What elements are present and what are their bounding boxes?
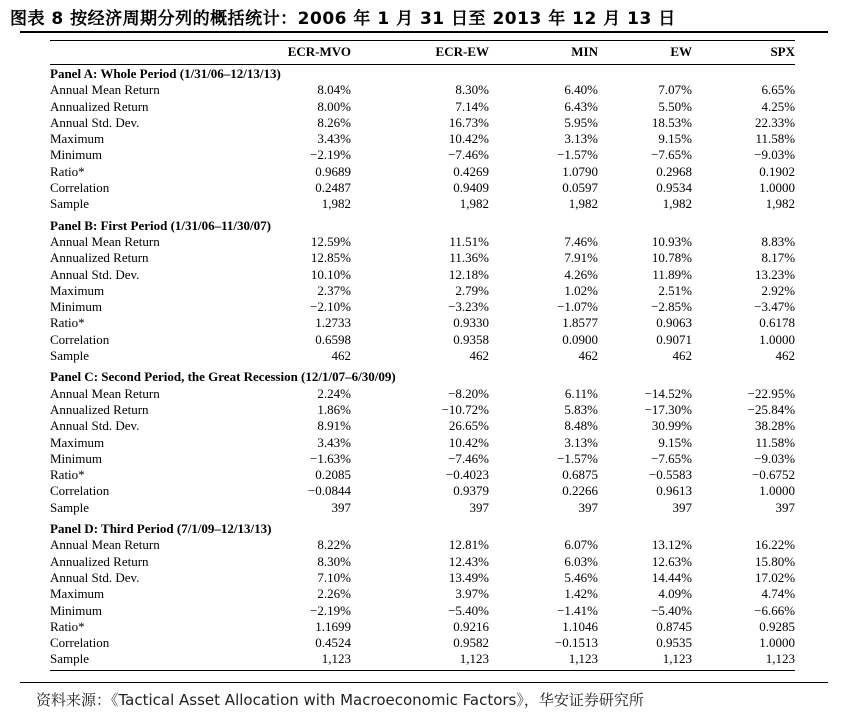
cell-min: −0.1513	[554, 635, 598, 651]
row-label: Annual Mean Return	[50, 233, 160, 249]
cell-ecr-mvo: 0.2085	[315, 467, 351, 483]
row-label: Sample	[50, 651, 89, 667]
row-label: Minimum	[50, 602, 103, 618]
cell-min: 5.46%	[564, 569, 598, 585]
cell-ecr-mvo: 12.85%	[310, 250, 351, 266]
table-row	[50, 348, 795, 364]
cell-spx: 4.74%	[761, 586, 796, 602]
table-body	[50, 65, 795, 668]
panel-title: Panel A: Whole Period (1/31/06–12/13/13)	[50, 66, 281, 81]
table-row	[50, 500, 795, 516]
table-row	[50, 315, 795, 331]
cell-ew: 10.93%	[651, 233, 692, 249]
cell-ew: 7.07%	[658, 82, 692, 98]
cell-ecr-ew: 12.18%	[448, 266, 489, 282]
cell-min: 7.46%	[564, 233, 598, 249]
cell-ew: 0.9534	[656, 180, 692, 196]
cell-min: 6.03%	[564, 553, 598, 569]
cell-ecr-mvo: 0.2487	[315, 180, 351, 196]
row-label: Correlation	[50, 635, 110, 651]
cell-ecr-mvo: 0.6598	[315, 331, 351, 347]
cell-min: 1.0790	[562, 163, 598, 179]
cell-min: 0.2266	[562, 483, 598, 499]
cell-ecr-ew: 0.9330	[453, 315, 489, 331]
cell-ew: 11.89%	[652, 266, 692, 282]
cell-min: 1,123	[568, 651, 598, 667]
cell-spx: −25.84%	[747, 401, 796, 417]
cell-min: 0.0597	[562, 180, 598, 196]
cell-min: 1.42%	[564, 586, 598, 602]
cell-ecr-ew: 0.9582	[453, 635, 489, 651]
row-label: Annual Std. Dev.	[50, 418, 140, 434]
row-label: Annualized Return	[50, 553, 149, 569]
panel-title-row	[50, 364, 795, 385]
cell-min: −1.07%	[557, 299, 598, 315]
row-label: Annualized Return	[50, 98, 149, 114]
table-row	[50, 402, 795, 418]
cell-ecr-ew: 3.97%	[455, 586, 489, 602]
header-ew: EW	[670, 44, 692, 59]
cell-min: 1.02%	[564, 282, 598, 298]
cell-ecr-mvo: 2.26%	[317, 586, 351, 602]
cell-spx: 15.80%	[754, 553, 796, 569]
cell-min: 4.26%	[564, 266, 598, 282]
row-label: Annualized Return	[50, 401, 149, 417]
cell-ecr-mvo: 3.43%	[317, 434, 351, 450]
cell-spx: 11.58%	[755, 434, 796, 450]
row-label: Annual Std. Dev.	[50, 569, 140, 585]
cell-ew: 0.9071	[656, 331, 692, 347]
cell-ew: 9.15%	[658, 131, 692, 147]
table-row	[50, 554, 795, 570]
row-label: Sample	[50, 499, 89, 515]
table-row	[50, 250, 795, 266]
cell-ecr-mvo: 1.2733	[315, 315, 351, 331]
cell-ecr-mvo: 1.1699	[315, 618, 351, 634]
row-label: Maximum	[50, 282, 105, 298]
table-row	[50, 467, 795, 483]
cell-ew: 0.9535	[656, 635, 692, 651]
panel-title-row	[50, 65, 795, 82]
summary-statistics-table	[50, 40, 795, 671]
table-row	[50, 180, 795, 196]
table-row	[50, 451, 795, 467]
cell-spx: 0.6178	[759, 315, 796, 331]
cell-spx: −6.66%	[754, 602, 796, 618]
cell-ew: 30.99%	[651, 418, 692, 434]
table-row	[50, 299, 795, 315]
cell-ecr-mvo: 1,123	[321, 651, 351, 667]
cell-spx: 11.58%	[755, 131, 796, 147]
row-label: Annual Mean Return	[50, 82, 160, 98]
cell-ecr-mvo: 0.4524	[315, 635, 351, 651]
cell-min: −1.41%	[557, 602, 598, 618]
cell-ew: 0.9613	[656, 483, 692, 499]
cell-ecr-ew: 16.73%	[448, 114, 489, 130]
cell-ecr-ew: 1,982	[459, 196, 489, 212]
cell-ecr-ew: 11.36%	[449, 250, 489, 266]
panel-title: Panel C: Second Period, the Great Recession (12/1/07–6/30/09)	[50, 369, 396, 385]
cell-ecr-ew: 26.65%	[448, 418, 489, 434]
cell-ecr-ew: 10.42%	[448, 131, 489, 147]
row-label: Correlation	[50, 331, 110, 347]
row-label: Annual Mean Return	[50, 537, 160, 553]
cell-ecr-mvo: −2.19%	[310, 147, 351, 163]
cell-ecr-mvo: 2.24%	[317, 385, 351, 401]
cell-ew: −2.85%	[651, 299, 692, 315]
cell-ew: −17.30%	[644, 401, 692, 417]
cell-ew: 18.53%	[651, 114, 692, 130]
cell-spx: 397	[775, 499, 796, 515]
cell-spx: 16.22%	[754, 537, 796, 553]
table-row	[50, 619, 795, 635]
table-row	[50, 386, 795, 402]
cell-spx: 13.23%	[754, 266, 796, 282]
header-ecr-mvo: ECR-MVO	[287, 44, 351, 59]
cell-spx: 1.0000	[759, 331, 796, 347]
cell-min: 8.48%	[564, 418, 598, 434]
cell-min: 1,982	[568, 196, 598, 212]
cell-ew: −7.65%	[651, 450, 692, 466]
cell-spx: −9.03%	[754, 450, 796, 466]
row-label: Ratio*	[50, 315, 85, 331]
cell-min: 6.40%	[564, 82, 598, 98]
cell-spx: 17.02%	[754, 569, 796, 585]
table-row	[50, 115, 795, 131]
cell-spx: 1.0000	[759, 635, 796, 651]
source-rule	[20, 682, 828, 683]
cell-spx: −22.95%	[747, 385, 796, 401]
table-row	[50, 82, 795, 98]
cell-ecr-ew: 397	[469, 499, 489, 515]
table-row	[50, 635, 795, 651]
cell-spx: 4.25%	[761, 98, 796, 114]
cell-ecr-mvo: 10.10%	[310, 266, 351, 282]
cell-ecr-ew: 0.4269	[453, 163, 489, 179]
row-label: Maximum	[50, 434, 105, 450]
cell-ecr-mvo: −2.10%	[310, 299, 351, 315]
cell-min: 5.83%	[564, 401, 598, 417]
cell-ecr-ew: 8.30%	[455, 82, 489, 98]
cell-min: 397	[578, 499, 598, 515]
cell-min: −1.57%	[557, 147, 598, 163]
cell-min: 3.13%	[564, 434, 598, 450]
cell-ew: 397	[672, 499, 692, 515]
cell-ecr-ew: 1,123	[459, 651, 489, 667]
cell-ecr-ew: 12.43%	[448, 553, 489, 569]
cell-ew: 4.09%	[658, 586, 692, 602]
cell-ecr-ew: 0.9358	[453, 331, 489, 347]
cell-ecr-mvo: 7.10%	[317, 569, 351, 585]
cell-ecr-mvo: 8.91%	[317, 418, 351, 434]
cell-spx: 2.92%	[761, 282, 796, 298]
cell-ew: 0.2968	[656, 163, 692, 179]
cell-ecr-ew: 10.42%	[448, 434, 489, 450]
row-label: Correlation	[50, 180, 110, 196]
row-label: Sample	[50, 196, 89, 212]
header-ecr-ew: ECR-EW	[435, 44, 489, 59]
table-row	[50, 483, 795, 499]
cell-ew: 10.78%	[651, 250, 692, 266]
panel-title: Panel D: Third Period (7/1/09–12/13/13)	[50, 521, 272, 537]
cell-spx: 1.0000	[759, 483, 796, 499]
cell-ecr-mvo: −1.63%	[310, 450, 351, 466]
cell-spx: 0.9285	[759, 618, 796, 634]
cell-ecr-mvo: 1,982	[321, 196, 351, 212]
cell-ew: 5.50%	[658, 98, 692, 114]
table-header-row	[50, 41, 795, 63]
table-row	[50, 283, 795, 299]
figure-title: 图表 8 按经济周期分列的概括统计：2006 年 1 月 31 日至 2013 年 12 月 13 日	[10, 9, 676, 29]
header-spx: SPX	[770, 44, 795, 59]
cell-spx: 1,123	[765, 651, 796, 667]
cell-ecr-mvo: 8.22%	[317, 537, 351, 553]
table-row	[50, 418, 795, 434]
cell-min: 6.43%	[564, 98, 598, 114]
cell-ecr-mvo: −0.0844	[307, 483, 351, 499]
cell-ecr-ew: −5.40%	[448, 602, 489, 618]
cell-ew: 0.9063	[656, 315, 692, 331]
row-label: Minimum	[50, 450, 103, 466]
cell-spx: 8.83%	[761, 233, 796, 249]
cell-ecr-mvo: 8.26%	[317, 114, 351, 130]
row-label: Annual Std. Dev.	[50, 114, 140, 130]
cell-min: 6.07%	[564, 537, 598, 553]
cell-ecr-mvo: 8.00%	[317, 98, 351, 114]
cell-ew: −14.52%	[644, 385, 692, 401]
cell-ecr-mvo: 0.9689	[315, 163, 351, 179]
row-label: Ratio*	[50, 163, 85, 179]
cell-spx: 1.0000	[759, 180, 796, 196]
cell-ecr-mvo: 2.37%	[317, 282, 351, 298]
table-row	[50, 164, 795, 180]
cell-ecr-ew: 2.79%	[455, 282, 489, 298]
cell-ecr-mvo: −2.19%	[310, 602, 351, 618]
cell-min: 462	[578, 348, 598, 364]
cell-spx: 22.33%	[754, 114, 796, 130]
cell-ew: 1,982	[662, 196, 692, 212]
cell-ecr-ew: 0.9379	[453, 483, 489, 499]
table-row	[50, 570, 795, 586]
header-min: MIN	[571, 44, 598, 59]
cell-ecr-mvo: 462	[331, 348, 351, 364]
cell-ecr-mvo: 12.59%	[310, 233, 351, 249]
cell-min: 1.8577	[562, 315, 598, 331]
table-row	[50, 147, 795, 163]
cell-ew: 0.8745	[656, 618, 692, 634]
cell-ecr-ew: 0.9216	[453, 618, 489, 634]
table-row	[50, 651, 795, 667]
table-row	[50, 99, 795, 115]
row-label: Annual Std. Dev.	[50, 266, 140, 282]
table-row	[50, 267, 795, 283]
source-note: 资料来源：《Tactical Asset Allocation with Macroeconomic Factors》，华安证券研究所	[36, 691, 644, 709]
row-label: Sample	[50, 348, 89, 364]
cell-ecr-ew: −7.46%	[448, 450, 489, 466]
row-label: Minimum	[50, 299, 103, 315]
table-row	[50, 537, 795, 553]
cell-ew: 14.44%	[651, 569, 692, 585]
table-row	[50, 234, 795, 250]
cell-min: 6.11%	[564, 385, 598, 401]
cell-ecr-ew: −10.72%	[441, 401, 489, 417]
cell-ecr-ew: 462	[469, 348, 489, 364]
cell-ew: 13.12%	[651, 537, 692, 553]
cell-spx: 462	[775, 348, 796, 364]
cell-ecr-ew: 13.49%	[448, 569, 489, 585]
table-row	[50, 196, 795, 212]
table-bottom-rule	[50, 670, 795, 671]
panel-title-row	[50, 213, 795, 234]
table-row	[50, 586, 795, 602]
cell-ecr-ew: −0.4023	[445, 467, 489, 483]
cell-ecr-ew: −3.23%	[448, 299, 489, 315]
header-blank	[50, 41, 250, 63]
cell-ew: −5.40%	[651, 602, 692, 618]
row-label: Correlation	[50, 483, 110, 499]
cell-ecr-mvo: 8.04%	[317, 82, 351, 98]
cell-ecr-mvo: 3.43%	[317, 131, 351, 147]
cell-ew: 462	[672, 348, 692, 364]
cell-min: 3.13%	[564, 131, 598, 147]
cell-spx: 0.1902	[759, 163, 796, 179]
cell-ecr-ew: 0.9409	[453, 180, 489, 196]
cell-ew: 2.51%	[658, 282, 692, 298]
cell-spx: −0.6752	[751, 467, 796, 483]
panel-title: Panel B: First Period (1/31/06–11/30/07)	[50, 217, 271, 233]
cell-min: 5.95%	[564, 114, 598, 130]
cell-spx: −3.47%	[754, 299, 796, 315]
row-label: Annualized Return	[50, 250, 149, 266]
row-label: Annual Mean Return	[50, 385, 160, 401]
cell-ew: 9.15%	[658, 434, 692, 450]
row-label: Ratio*	[50, 618, 85, 634]
cell-ecr-ew: −8.20%	[448, 385, 489, 401]
cell-min: 0.6875	[562, 467, 598, 483]
cell-ecr-mvo: 1.86%	[317, 401, 351, 417]
cell-spx: 8.17%	[761, 250, 796, 266]
cell-ecr-mvo: 8.30%	[317, 553, 351, 569]
row-label: Ratio*	[50, 467, 85, 483]
cell-min: 7.91%	[564, 250, 598, 266]
cell-spx: 6.65%	[761, 82, 796, 98]
cell-ecr-mvo: 397	[331, 499, 351, 515]
row-label: Maximum	[50, 586, 105, 602]
cell-min: 1.1046	[562, 618, 598, 634]
title-rule	[20, 31, 828, 33]
table-row	[50, 131, 795, 147]
cell-ecr-ew: −7.46%	[448, 147, 489, 163]
table-row	[50, 332, 795, 348]
row-label: Maximum	[50, 131, 105, 147]
cell-ecr-ew: 7.14%	[455, 98, 489, 114]
cell-ecr-ew: 11.51%	[449, 233, 489, 249]
cell-min: 0.0900	[562, 331, 598, 347]
cell-spx: 38.28%	[754, 418, 796, 434]
row-label: Minimum	[50, 147, 103, 163]
cell-spx: 1,982	[765, 196, 796, 212]
panel-title-row	[50, 516, 795, 537]
table-row	[50, 603, 795, 619]
cell-ew: 1,123	[662, 651, 692, 667]
cell-ew: −7.65%	[651, 147, 692, 163]
cell-ew: −0.5583	[648, 467, 692, 483]
cell-min: −1.57%	[557, 450, 598, 466]
cell-spx: −9.03%	[754, 147, 796, 163]
cell-ew: 12.63%	[651, 553, 692, 569]
cell-ecr-ew: 12.81%	[448, 537, 489, 553]
table-row	[50, 435, 795, 451]
